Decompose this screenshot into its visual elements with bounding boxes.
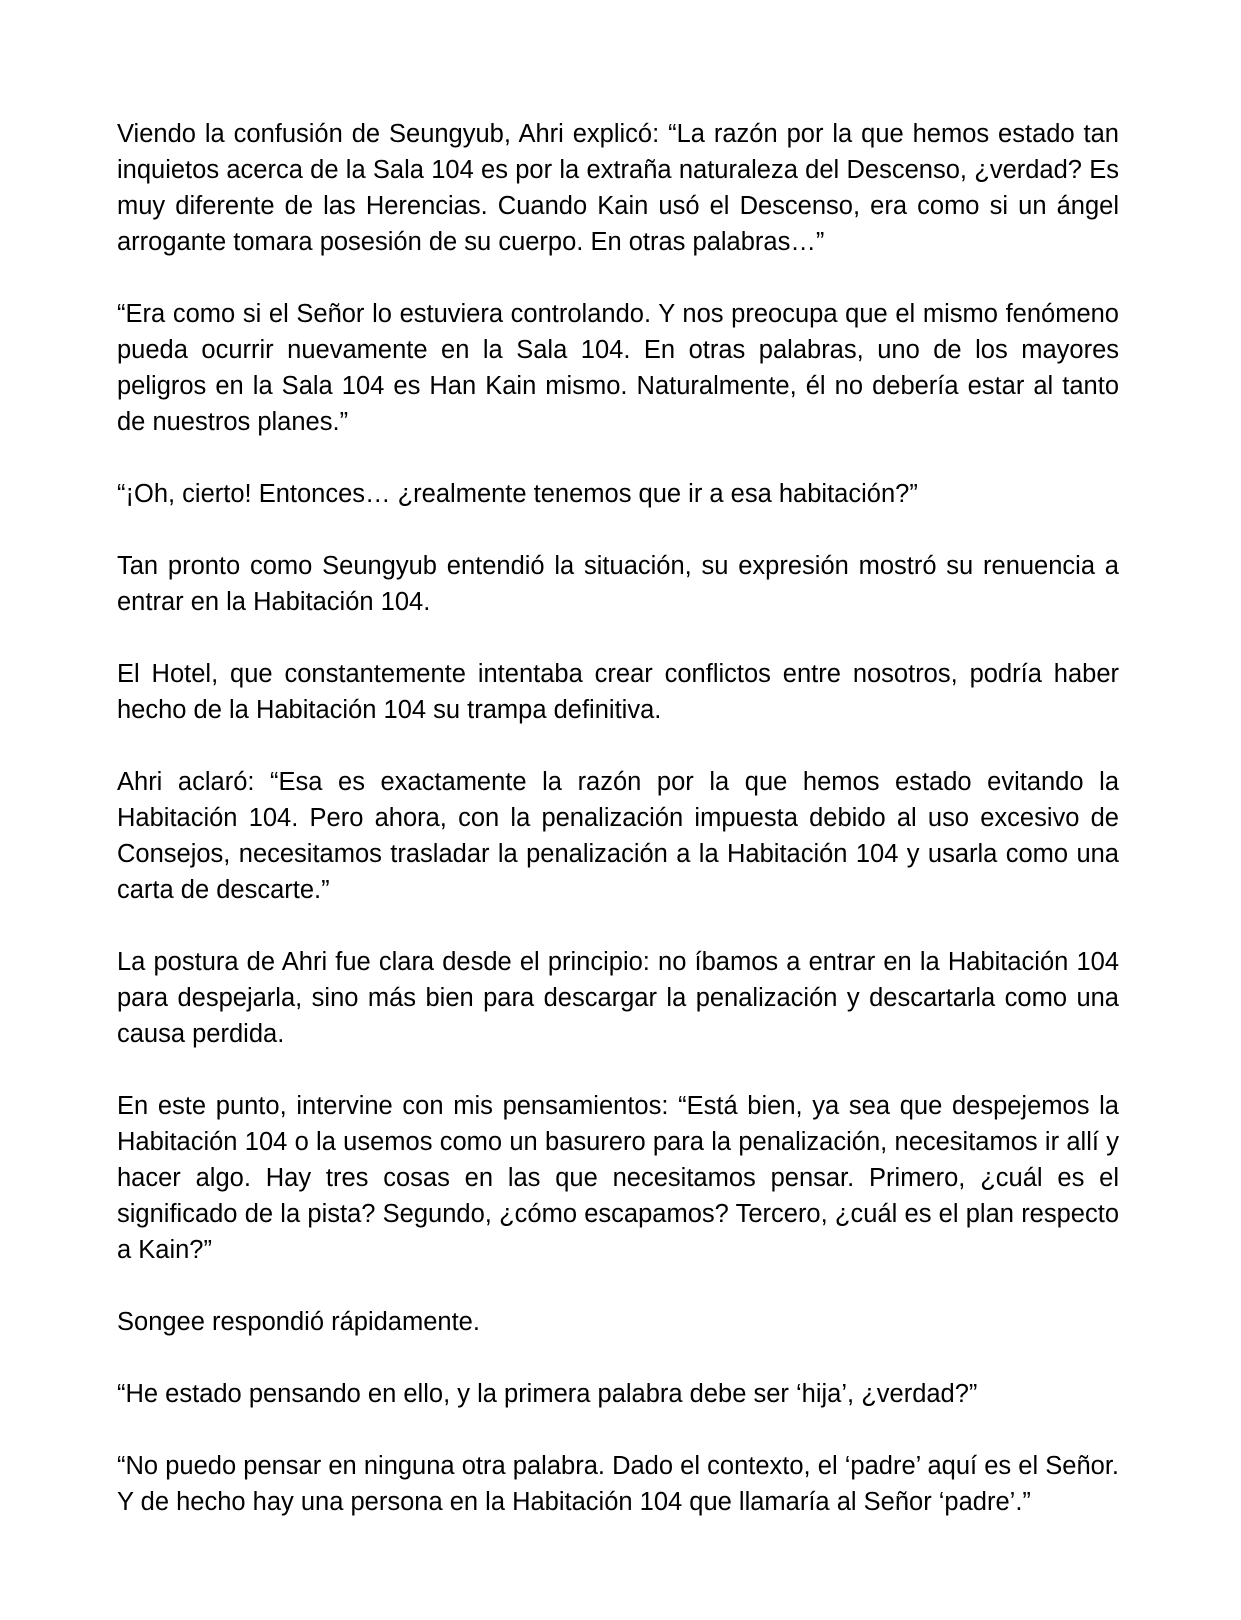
paragraph-10: “He estado pensando en ello, y la primera palabra debe ser ‘hija’, ¿verdad?” (117, 1380, 978, 1408)
paragraph-2: “Era como si el Señor lo estuviera controlando. Y nos preocupa que el mismo fenómeno pueda ocurrir nuevamente en la Sala 104. En otras palabras, uno de los mayores peligros en la Sala 104 es Han Kain mismo. Naturalmente, él no debería estar al tanto de nuestros planes.” (117, 300, 1119, 436)
paragraph-6: Ahri aclaró: “Esa es exactamente la razón por la que hemos estado evitando la Habitación 104. Pero ahora, con la penalización impuesta debido al uso excesivo de Consejos, necesitamos trasladar la penalización a la Habitación 104 y usarla como una carta de descarte.” (117, 768, 1119, 904)
paragraph-3: “¡Oh, cierto! Entonces… ¿realmente tenemos que ir a esa habitación?” (117, 480, 918, 508)
paragraph-4: Tan pronto como Seungyub entendió la situación, su expresión mostró su renuencia a entrar en la Habitación 104. (117, 552, 1119, 616)
paragraph-5: El Hotel, que constantemente intentaba crear conflictos entre nosotros, podría haber hecho de la Habitación 104 su trampa definitiva. (117, 660, 1119, 724)
paragraph-7: La postura de Ahri fue clara desde el principio: no íbamos a entrar en la Habitación 104 para despejarla, sino más bien para descargar la penalización y descartarla como una causa perdida. (117, 948, 1119, 1048)
document-page (117, 116, 1119, 1556)
paragraph-11: “No puedo pensar en ninguna otra palabra. Dado el contexto, el ‘padre’ aquí es el Señor. Y de hecho hay una persona en la Habitación 104 que llamaría al Señor ‘padre’.” (117, 1452, 1119, 1516)
paragraph-9: Songee respondió rápidamente. (117, 1308, 480, 1336)
paragraph-8: En este punto, intervine con mis pensamientos: “Está bien, ya sea que despejemos la Habitación 104 o la usemos como un basurero para la penalización, necesitamos ir allí y hacer algo. Hay tres cosas en las que necesitamos pensar. Primero, ¿cuál es el significado de la pista? Segundo, ¿cómo escapamos? Tercero, ¿cuál es el plan respecto a Kain?” (117, 1092, 1119, 1264)
paragraph-1: Viendo la confusión de Seungyub, Ahri explicó: “La razón por la que hemos estado tan inquietos acerca de la Sala 104 es por la extraña naturaleza del Descenso, ¿verdad? Es muy diferente de las Herencias. Cuando Kain usó el Descenso, era como si un ángel arrogante tomara posesión de su cuerpo. En otras palabras…” (117, 120, 1119, 256)
